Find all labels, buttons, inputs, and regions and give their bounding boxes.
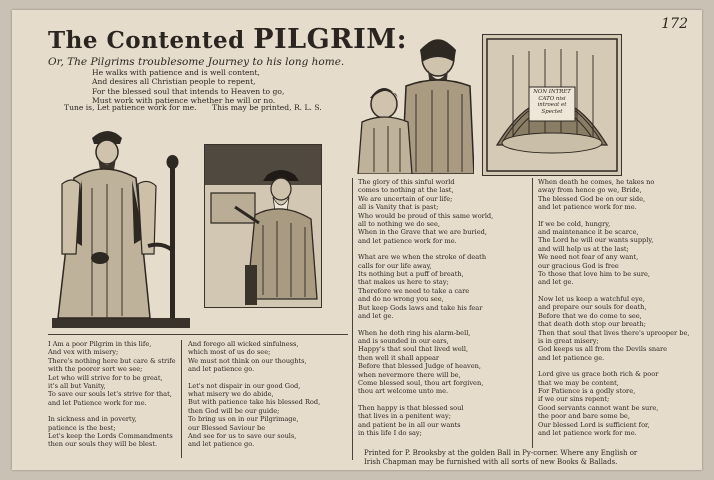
lyric-line: it's all but Vanity, [48,382,106,391]
column-divider [352,178,353,460]
lyric-line: For Patience is a godly store, [538,386,636,395]
colophon-line: Printed for P. Brooksby at the golden Ball in Py-corner. Where any English or [364,449,638,457]
lyric-line: The glory of this sinful world [358,178,455,186]
lyric-line: patience is the best; [48,423,116,432]
lyric-line: When he doth ring his alarm-bell, [358,328,471,337]
stanza-gap [48,407,178,415]
lyric-line: and let ge. [358,312,394,321]
stanza-gap [358,321,530,329]
stanza-gap [538,212,700,220]
lyric-line: To bring us on in our Pilgrimage, [188,415,299,424]
lyric-line: Happy's that soul that lived well, [358,345,469,354]
lyric-line: and maintenance it be scarce, [538,228,639,237]
lyric-line: There's nothing here but care & strife [48,356,176,365]
seated-figure-icon [205,145,321,307]
lyric-line: Its nothing but a puff of breath, [358,270,464,279]
stanza-gap [538,362,700,370]
lyric-line: Then that soul that lives there's uprooper be, [538,328,690,337]
woodcut-seated-man [204,144,322,308]
lyric-line: thou art welcome unto me. [358,387,449,396]
divider-rule [48,334,348,335]
lyric-line: is in great misery; [538,336,599,345]
lyric-line: and let patience work for me. [358,236,457,245]
pilgrim-figure-icon [52,118,200,330]
lyric-line: And vex with misery; [48,348,119,357]
lyric-line: Lord give us grace both rich & poor [538,370,659,379]
lyric-line: and let ge. [538,278,574,287]
lyric-line: What are we when the stroke of death [358,253,487,262]
lyric-line: and will help us at the last; [538,244,629,253]
lyric-line: And see for us to save our souls, [188,432,297,441]
lyric-line: We need not fear of any want, [538,253,639,262]
lyric-line: Who would be proud of this same world, [358,211,494,220]
lyric-line: and let patience go. [188,365,255,374]
lyric-line: that we may be content, [538,378,619,387]
lyric-line: If we be cold, hungry, [538,219,611,228]
title-prefix: The Contented [48,27,254,54]
lyric-line: Then happy is that blessed soul [358,403,464,412]
lyric-line: And forego all wicked sinfulness, [188,340,299,348]
lyric-line: all is Vanity that is past; [358,203,439,212]
woodcut-pilgrim [52,118,200,330]
lyrics-column-1 [48,340,178,449]
lyric-line: and prepare our souls for death, [538,303,647,312]
lyric-line: To those that love him to be sure, [538,270,650,279]
lyric-line: Come blessed soul, thou art forgiven, [358,378,484,387]
page-number: 172 [661,16,688,32]
lyric-line: Let's keep the Lords Commandments [48,432,173,441]
lyric-line: God keeps us all from the Devils snare [538,345,668,354]
lyric-line: then our souls they will be blest. [48,440,158,449]
tune-line [64,103,354,112]
lyric-line: But with patience take his blessed Rod, [188,398,321,407]
lyric-line: When in the Grave that we are buried, [358,228,487,237]
woodcut-theatre [482,34,622,176]
lyrics-column-4 [538,178,700,437]
lyric-line: Our blessed Lord is sufficient for, [538,420,650,429]
lyric-line: and let patience go. [188,440,255,449]
lyric-line: and let patience work for me. [538,428,637,437]
lyric-line: when nevermore there will be, [358,370,461,379]
lyric-line: But keep Gods laws and take his fear [358,303,483,312]
woodcut-couple [356,36,474,174]
stanza-gap [358,245,530,253]
lyric-line: Therefore we need to take a care [358,286,470,295]
broadside-sheet [12,10,702,470]
lyric-line: then well it shall appear [358,353,440,362]
title-main: PILGRIM: [253,24,408,55]
theatre-motto: NON INTRET CATO nisi introeat et Spectet [533,89,571,115]
lyric-line: calls for our life away, [358,261,432,270]
lyric-line: that lives in a penitent way; [358,412,451,421]
printer-colophon [364,449,694,467]
licence-text: This may be printed, R. L. S. [212,103,322,112]
lyric-line: Let's not dispair in our good God, [188,381,301,390]
lyric-line: comes to nothing at the last, [358,186,454,195]
lyric-line: and let patience ge. [538,353,605,362]
lyric-line: then God will be our guide; [188,406,280,415]
lyric-line: and let patience work for me. [538,203,637,212]
lyric-line: and let Patience work for me. [48,398,147,407]
lyric-line: all to nothing we do see, [358,220,440,229]
colophon-line: Irish Chapman may be furnished with all sorts of new Books & Ballads. [364,458,618,466]
lyric-line: The Lord he will our wants supply, [538,236,654,245]
intro-verse-line: He walks with patience and is well content, [92,68,260,77]
intro-verse-line: And desires all Christian people to repent, [92,77,256,87]
lyric-line: and is sounded in our ears, [358,336,449,345]
intro-verse-line: Must work with patience whether he will or no. [92,96,276,106]
lyric-line: what misery we do abide, [188,390,274,399]
lyric-line: and patient be in all our wants [358,420,461,429]
lyric-line: We must not think on our thoughts, [188,356,307,365]
lyric-line: When death he comes, he takes no [538,178,655,186]
lyric-line: and do no wrong you see, [358,295,444,304]
column-divider [532,178,533,448]
stanza-gap [358,396,530,404]
lyric-line: Good servants cannot want be sure, [538,403,659,412]
lyric-line: that makes us here to stay; [358,278,449,287]
lyric-line: our Blessed Saviour be [188,423,266,432]
couple-figures-icon [356,36,474,174]
stanza-gap [538,287,700,295]
tune-text: Tune is, Let patience work for me. [64,103,197,112]
lyric-line: Let who will strive for to be great, [48,373,163,382]
stanza-gap [188,374,348,382]
ballad-subtitle: Or, The Pilgrims troublesome Journey to his long home. [48,56,345,68]
lyric-line: I Am a poor Pilgrim in this life, [48,340,152,348]
lyric-line: Before that blessed Judge of heaven, [358,362,481,371]
lyric-line: the poor and bare some be, [538,412,630,421]
lyric-line: Now let us keep a watchful eye, [538,294,645,303]
ballad-title [48,24,407,55]
lyric-line: with the poorer sort we see; [48,365,143,374]
lyric-line: away from hence go we, Bride, [538,186,642,195]
lyric-line: We are uncertain of our life; [358,194,453,203]
lyric-line: in this life I do say; [358,428,422,437]
intro-verse-line: For the blessed soul that intends to Heaven to go, [92,86,285,96]
lyric-line: if we our sins repent; [538,395,610,404]
column-divider [181,340,182,458]
lyric-line: which most of us do see; [188,348,271,357]
lyrics-column-2 [188,340,348,449]
intro-verses [92,68,342,106]
lyric-line: that death doth stop our breath; [538,320,646,329]
lyric-line: Before that we do come to see, [538,311,642,320]
lyric-line: In sickness and in poverty, [48,415,137,424]
lyric-line: our gracious God is free [538,261,619,270]
lyric-line: To save our souls let's strive for that, [48,390,172,399]
lyrics-column-3 [358,178,530,437]
lyric-line: The blessed God be on our side, [538,194,646,203]
